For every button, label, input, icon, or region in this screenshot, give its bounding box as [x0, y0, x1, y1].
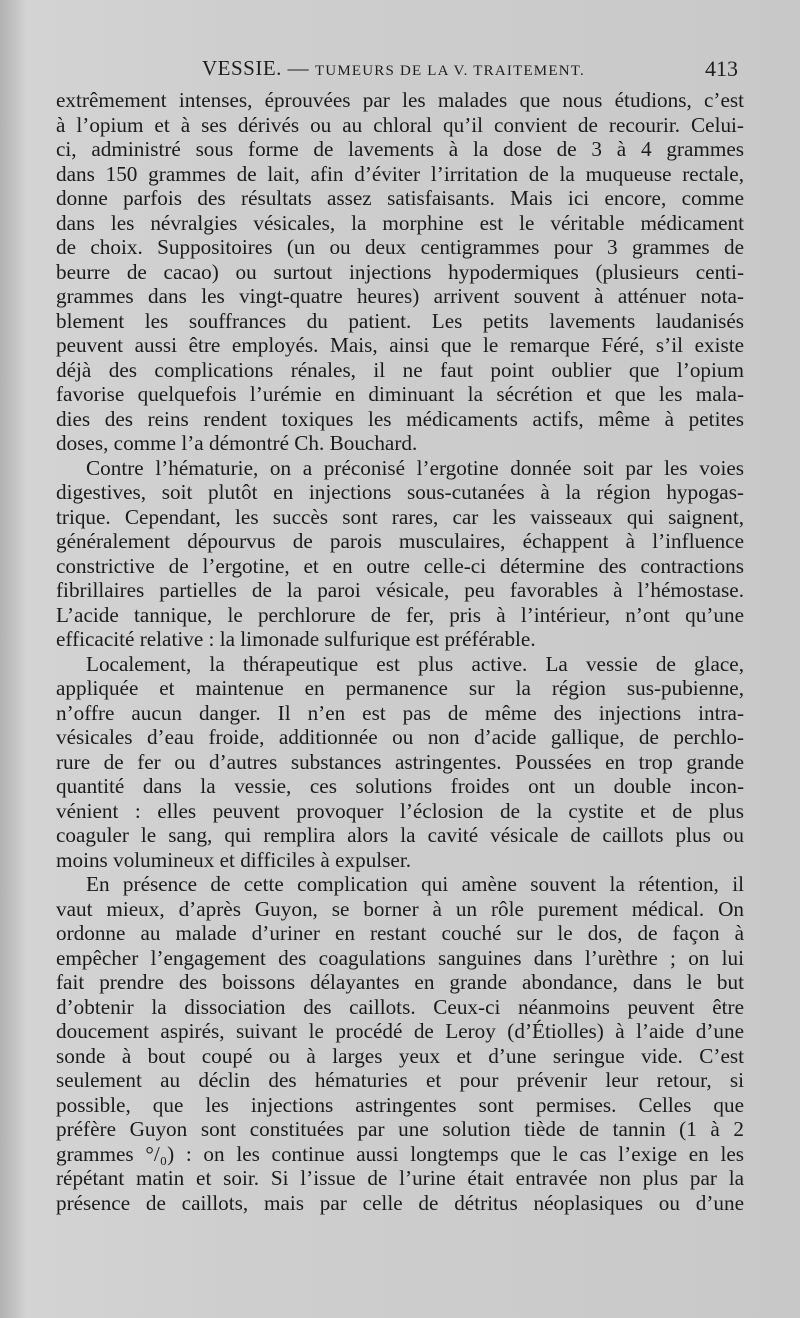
text-line: appliquée et maintenue en permanence sur la région sus-pubienne,: [56, 676, 744, 700]
text-line: Contre l’hématurie, on a préconisé l’ergotine donnée soit par les voies: [86, 455, 744, 480]
text-line: peuvent aussi être employés. Mais, ainsi que le remarque Féré, s’il existe: [56, 333, 744, 357]
text-line: trique. Cependant, les succès sont rares, car les vaisseaux qui saignent,: [56, 504, 744, 529]
text-line: constrictive de l’ergotine, et en outre celle-ci détermine des contractions: [56, 553, 744, 578]
page-number: 413: [705, 56, 738, 81]
text-line: L’acide tannique, le perchlorure de fer, pris à l’intérieur, n’ont qu’une: [56, 602, 744, 627]
text-line: vaut mieux, d’après Guyon, se borner à un rôle purement médical. On: [56, 896, 744, 921]
text-line: possible, que les injections astringentes sont permises. Celles que: [56, 1092, 744, 1117]
text-line: à l’opium et à ses dérivés ou au chloral qu’il convient de recourir. Celui-: [56, 112, 744, 137]
text-line: moins volumineux et difficiles à expulser.: [56, 847, 412, 872]
text-line: préfère Guyon sont constituées par une solution tiède de tannin (1 à 2: [56, 1117, 744, 1141]
text-line: vénient : elles peuvent provoquer l’éclosion de la cystite et de plus: [56, 798, 744, 823]
text-line: seulement au déclin des hématuries et pour prévenir leur retour, si: [56, 1068, 744, 1092]
text-line: répétant matin et soir. Si l’issue de l’urine était entravée non plus par la: [56, 1166, 744, 1190]
text-line: grammes dans les vingt-quatre heures) arrivent souvent à atténuer nota-: [56, 284, 744, 308]
text-line: doucement aspirés, suivant le procédé de Leroy (d’Étiolles) à l’aide d’une: [56, 1019, 744, 1043]
page-header: [56, 56, 744, 86]
text-line: dies des reins rendent toxiques les médicaments actifs, même à petites: [56, 406, 744, 431]
text-line: donne parfois des résultats assez satisfaisants. Mais ici encore, comme: [56, 186, 744, 210]
text-line: coaguler le sang, qui remplira alors la cavité vésicale de caillots plus ou: [56, 823, 744, 847]
text-line: ci, administré sous forme de lavements à la dose de 3 à 4 grammes: [56, 137, 744, 161]
text-line: présence de caillots, mais par celle de détritus néoplasiques ou d’une: [56, 1190, 744, 1215]
text-line: doses, comme l’a démontré Ch. Bouchard.: [56, 431, 418, 455]
text-line: grammes °/₀) : on les continue aussi longtemps que le cas l’exige en les: [56, 1141, 744, 1166]
text-line: digestives, soit plutôt en injections sous-cutanées à la région hypogas-: [56, 480, 744, 504]
text-line: dans les névralgies vésicales, la morphine est le véritable médicament: [56, 210, 744, 235]
text-line: de choix. Suppositoires (un ou deux centigrammes pour 3 grammes de: [56, 235, 744, 259]
text-line: d’obtenir la dissociation des caillots. Ceux-ci néanmoins peuvent être: [56, 994, 744, 1019]
text-line: Localement, la thérapeutique est plus active. La vessie de glace,: [86, 651, 744, 676]
text-line: déjà des complications rénales, il ne faut point oublier que l’opium: [56, 357, 744, 382]
text-line: vésicales d’eau froide, additionnée ou non d’acide gallique, de perchlo-: [56, 725, 744, 749]
text-line: En présence de cette complication qui amène souvent la rétention, il: [86, 872, 744, 896]
text-line: efficacité relative : la limonade sulfurique est préférable.: [56, 627, 536, 651]
text-line: rure de fer ou d’autres substances astringentes. Poussées en trop grande: [56, 749, 744, 774]
running-head-sub: TUMEURS DE LA V. TRAITEMENT.: [314, 63, 585, 79]
text-line: beurre de cacao) ou surtout injections hypodermiques (plusieurs centi-: [56, 259, 744, 284]
text-line: sonde à bout coupé ou à larges yeux et d’une seringue vide. C’est: [56, 1043, 744, 1068]
text-line: extrêmement intenses, éprouvées par les malades que nous étudions, c’est: [56, 88, 744, 112]
text-line: favorise quelquefois l’urémie en diminuant la sécrétion et que les mala-: [56, 382, 744, 406]
text-line: quantité dans la vessie, ces solutions froides ont un double incon-: [56, 774, 744, 798]
text-line: blement les souffrances du patient. Les petits lavements laudanisés: [56, 308, 744, 333]
text-line: généralement dépourvus de parois musculaires, échappent à l’influence: [56, 529, 744, 553]
body-text: [56, 88, 744, 1215]
page-edge-shadow: [0, 0, 26, 1318]
text-line: dans 150 grammes de lait, afin d’éviter l’irritation de la muqueuse rectale,: [56, 161, 744, 186]
running-head: [202, 56, 585, 81]
text-line: ordonne au malade d’uriner en restant couché sur le dos, de façon à: [56, 921, 744, 945]
text-line: fait prendre des boissons délayantes en grande abondance, dans le but: [56, 970, 744, 994]
text-line: fibrillaires partielles de la paroi vésicale, peu favorables à l’hémostase.: [56, 578, 744, 602]
running-head-main: VESSIE. —: [202, 56, 315, 80]
text-line: n’offre aucun danger. Il n’en est pas de même des injections intra-: [56, 700, 744, 725]
text-line: empêcher l’engagement des coagulations sanguines dans l’urèthre ; on lui: [56, 945, 744, 970]
